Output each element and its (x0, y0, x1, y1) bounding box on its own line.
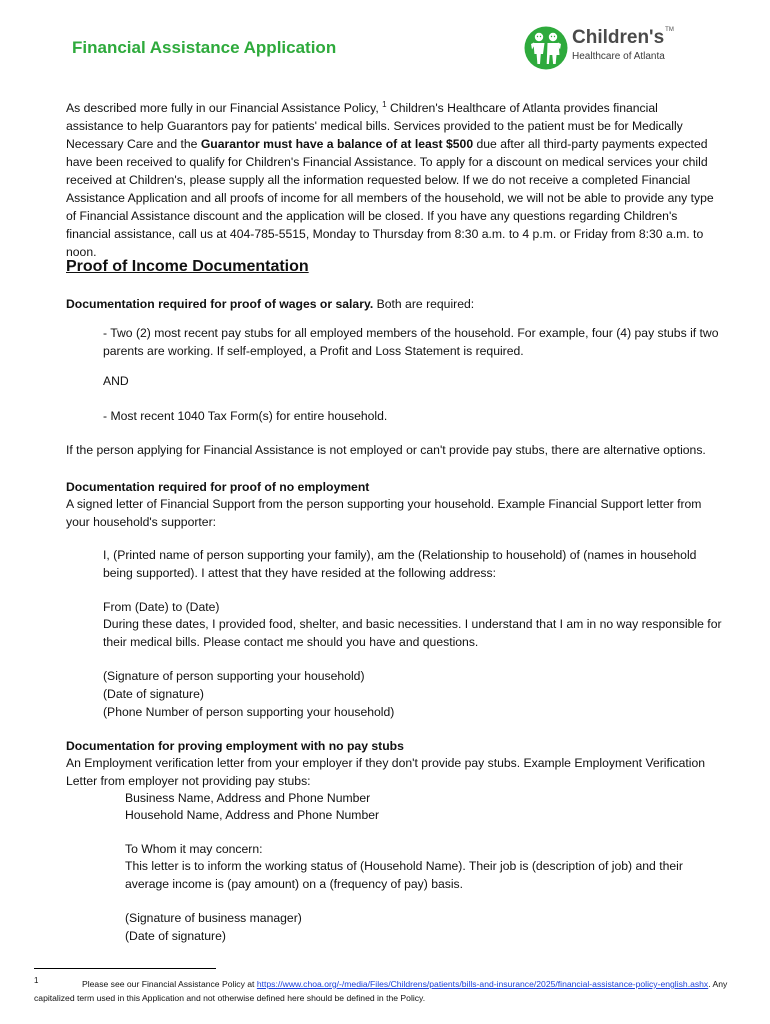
wages-requirement: Documentation required for proof of wages or salary. Both are required: (66, 297, 475, 311)
business-info-line: Business Name, Address and Phone Number (125, 791, 371, 805)
footnote: 1 Please see our Financial Assistance Policy at https://www.choa.org/-/media/Files/Childrens/patients/bills-and-insurance/2025/financial-assistance-policy-english.ashx. Any capitalized term used in this Application and not otherwise defined here should be defined in the Policy. (34, 976, 728, 1003)
tax-form-item: - Most recent 1040 Tax Form(s) for entire household. (103, 409, 388, 423)
logo-brand-text: Children's (572, 27, 665, 48)
footnote-ref: 1 (382, 99, 387, 109)
no-employment-description: A signed letter of Financial Support from the person supporting your household. Example Financial Support letter from your household's supporter: (66, 497, 702, 529)
employment-letter-body: This letter is to inform the working status of (Household Name). Their job is (description of job) and their average income is (pay amount) on a (frequency of pay) basis. (125, 859, 683, 891)
supporter-phone-line: (Phone Number of person supporting your household) (103, 705, 395, 719)
supporter-signature-line: (Signature of person supporting your household) (103, 669, 365, 683)
pay-stubs-item: - Two (2) most recent pay stubs for all employed members of the household. For example, four (4) pay stubs if two parents are working. If self-employed, a Profit and Loss Statement is required. (103, 326, 719, 358)
policy-link[interactable]: https://www.choa.org/-/media/Files/Childrens/patients/bills-and-insurance/2025/financial-assistance-policy-english.ashx (256, 979, 709, 989)
footnote-divider (34, 968, 216, 969)
intro-paragraph: As described more fully in our Financial Assistance Policy, $^1$ Children's Healthcare of Atlanta provides financial assistance to help Guarantors pay for patients' medical bills. Services provided to the patient must be for Medically Necessary Care and the Guarantor must have a balance of at least $500 due after all third-party payments expected have been received to qualify for Children's Financial Assistance. To apply for a discount on medical services your child received at Children's, please supply all the information requested below. If we do not receive a completed Financial Assistance Application and all proofs of income for all members of the household, we will not be able to provide any type of Financial Assistance discount and the application will be closed. If you have any questions regarding Children's financial assistance, call us at 404-785-5515, Monday to Thursday from 8:30 a.m. to 4 p.m. or Friday from 8:30 a.m. to noon. (66, 99, 714, 259)
page-title: Financial Assistance Application (72, 38, 337, 57)
support-letter-dates: From (Date) to (Date) (103, 600, 220, 614)
alternative-options-note: If the person applying for Financial Assistance is not employed or can't provide pay stubs, there are alternative options. (66, 443, 706, 457)
no-pay-stubs-description: An Employment verification letter from your employer if they don't provide pay stubs. Example Employment Verification Letter from employer not providing pay stubs: (66, 756, 706, 788)
manager-signature-line: (Signature of business manager) (125, 911, 302, 925)
two-children-figures-icon (524, 26, 568, 70)
manager-date-line: (Date of signature) (125, 929, 226, 943)
no-employment-heading: Documentation required for proof of no employment (66, 480, 370, 494)
footnote-number: 1 (34, 976, 39, 985)
no-pay-stubs-heading: Documentation for proving employment with no pay stubs (66, 739, 404, 753)
supporter-date-line: (Date of signature) (103, 687, 204, 701)
proof-of-income-heading: Proof of Income Documentation (66, 258, 309, 275)
logo-subtitle: Healthcare of Atlanta (572, 51, 665, 62)
support-letter-attestation: I, (Printed name of person supporting your family), am the (Relationship to household) of (names in household being supported). I attest that they have resided at the following address: (103, 548, 697, 580)
and-separator: AND (103, 374, 129, 388)
balance-requirement: Guarantor must have a balance of at least $500 (200, 137, 474, 151)
letter-salutation: To Whom it may concern: (125, 842, 263, 856)
childrens-healthcare-logo (524, 26, 704, 70)
support-letter-body: During these dates, I provided food, shelter, and basic necessities. I understand that I am in no way responsible for their medical bills. Please contact me should you have and questions. (103, 617, 722, 649)
household-info-line: Household Name, Address and Phone Number (125, 808, 380, 822)
logo-trademark: TM (665, 27, 674, 33)
